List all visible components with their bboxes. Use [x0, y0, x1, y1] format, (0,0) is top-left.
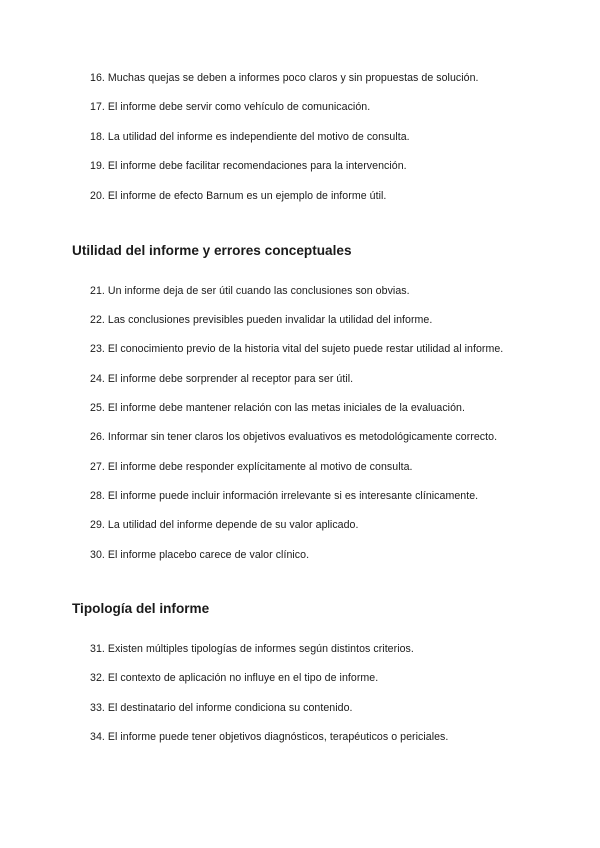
section-heading: Utilidad del informe y errores conceptuales	[72, 243, 352, 258]
item-number: 20.	[90, 190, 105, 202]
item-text: Muchas quejas se deben a informes poco claros y sin propuestas de solución.	[107, 72, 479, 84]
item-number: 16.	[90, 72, 105, 84]
item-number: 26.	[90, 431, 105, 443]
list-item	[90, 343, 503, 356]
list-item	[90, 519, 359, 532]
list-item	[90, 285, 410, 298]
item-number: 17.	[90, 101, 105, 113]
list-item	[90, 490, 478, 503]
item-text: La utilidad del informe depende de su valor aplicado.	[107, 519, 359, 531]
item-number: 29.	[90, 519, 105, 531]
item-number: 27.	[90, 461, 105, 473]
item-text: Existen múltiples tipologías de informes según distintos criterios.	[107, 643, 414, 655]
item-number: 31.	[90, 643, 105, 655]
item-text: El informe puede tener objetivos diagnósticos, terapéuticos o periciales.	[107, 731, 449, 743]
list-item	[90, 461, 413, 474]
list-item	[90, 373, 353, 386]
list-item	[90, 131, 410, 144]
list-item	[90, 549, 309, 562]
list-item	[90, 672, 378, 685]
item-number: 18.	[90, 131, 105, 143]
list-item	[90, 72, 479, 85]
list-item	[90, 643, 414, 656]
item-number: 34.	[90, 731, 105, 743]
item-text: El informe debe servir como vehículo de comunicación.	[107, 101, 371, 113]
list-item	[90, 314, 432, 327]
item-number: 32.	[90, 672, 105, 684]
list-item	[90, 402, 465, 415]
item-number: 22.	[90, 314, 105, 326]
list-item	[90, 731, 448, 744]
list-item	[90, 160, 407, 173]
item-number: 30.	[90, 549, 105, 561]
item-text: La utilidad del informe es independiente del motivo de consulta.	[107, 131, 410, 143]
item-text: El informe debe responder explícitamente al motivo de consulta.	[107, 461, 413, 473]
item-number: 33.	[90, 702, 105, 714]
item-text: Las conclusiones previsibles pueden invalidar la utilidad del informe.	[107, 314, 433, 326]
list-item	[90, 431, 497, 444]
item-text: El informe debe sorprender al receptor para ser útil.	[107, 373, 354, 385]
item-text: Un informe deja de ser útil cuando las conclusiones son obvias.	[107, 285, 410, 297]
item-text: El informe de efecto Barnum es un ejemplo de informe útil.	[107, 190, 387, 202]
item-number: 21.	[90, 285, 105, 297]
item-number: 23.	[90, 343, 105, 355]
list-item	[90, 190, 386, 203]
item-text: El conocimiento previo de la historia vital del sujeto puede restar utilidad al informe.	[107, 343, 504, 355]
list-item	[90, 101, 370, 114]
item-text: Informar sin tener claros los objetivos evaluativos es metodológicamente correcto.	[107, 431, 498, 443]
item-text: El informe placebo carece de valor clínico.	[107, 549, 310, 561]
section-heading: Tipología del informe	[72, 601, 210, 616]
item-number: 24.	[90, 373, 105, 385]
list-item	[90, 702, 353, 715]
item-text: El destinatario del informe condiciona su contenido.	[107, 702, 353, 714]
item-number: 19.	[90, 160, 105, 172]
item-text: El contexto de aplicación no influye en el tipo de informe.	[107, 672, 379, 684]
item-text: El informe debe facilitar recomendaciones para la intervención.	[107, 160, 407, 172]
item-number: 28.	[90, 490, 105, 502]
item-number: 25.	[90, 402, 105, 414]
item-text: El informe puede incluir información irrelevante si es interesante clínicamente.	[107, 490, 479, 502]
item-text: El informe debe mantener relación con las metas iniciales de la evaluación.	[107, 402, 465, 414]
